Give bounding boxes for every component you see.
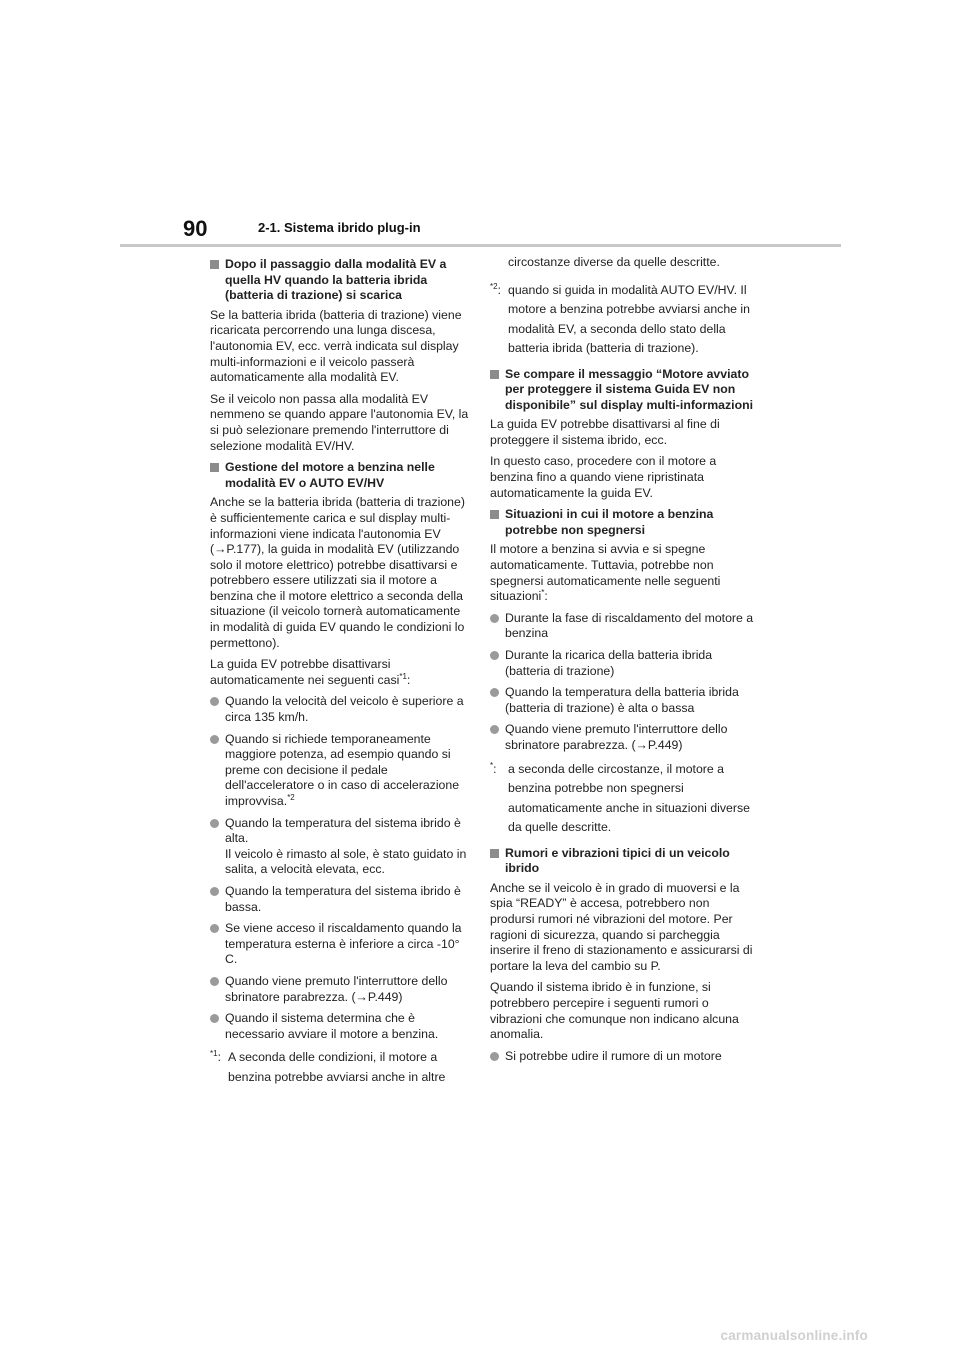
footnote-ref: *2 xyxy=(287,792,295,802)
list-item-text: Quando si richiede temporaneamente maggiore potenza, ad esempio quando si preme con decisione il pedale dell'acceleratore o in caso di accelerazione improvvisa. xyxy=(225,731,460,808)
paragraph-text: La guida EV potrebbe disattivarsi automaticamente nei seguenti casi xyxy=(210,657,400,687)
footnote-continued xyxy=(490,253,755,273)
footnote-ref: *1 xyxy=(399,671,407,681)
paragraph-punct: : xyxy=(544,589,548,604)
list-item: Quando viene premuto l'interruttore dello sbrinatore parabrezza. (→P.449) xyxy=(210,974,472,1005)
footnote: $^{*2}$: quando si guida in modalità AUTO EV/HV. Il motore a benzina potrebbe avviarsi anche in modalità EV, a seconda dello stato della batteria ibrida (batteria di trazione). xyxy=(490,281,755,359)
chapter-title: 2-1. Sistema ibrido plug-in xyxy=(258,220,421,235)
footnote-text: circostanze diverse da quelle descritte. xyxy=(508,255,720,269)
paragraph: In questo caso, procedere con il motore a benzina fino a quando viene ripristinata automaticamente la guida EV. xyxy=(490,454,717,500)
footnote-mark: *2 xyxy=(490,281,498,291)
footnote: *: a seconda delle circostanze, il motore a benzina potrebbe non spegnersi automaticamente anche in situazioni diverse da quelle descritte. xyxy=(490,760,755,838)
list-item: Quando la temperatura del sistema ibrido è bassa. xyxy=(210,884,472,915)
section-heading: Rumori e vibrazioni tipici di un veicolo ibrido xyxy=(490,846,755,877)
section-heading: Gestione del motore a benzina nelle modalità EV o AUTO EV/HV xyxy=(210,460,472,491)
list-item-text: Quando la temperatura del sistema ibrido è alta. xyxy=(225,815,461,846)
header-divider xyxy=(120,244,841,247)
footnote-text: A seconda delle condizioni, il motore a benzina potrebbe avviarsi anche in altre xyxy=(228,1050,446,1084)
paragraph: Quando il sistema ibrido è in funzione, si potrebbero percepire i seguenti rumori o vibrazioni che comunque non indicano alcuna anomalia. xyxy=(490,980,739,1042)
list-item: Quando la temperatura della batteria ibrida (batteria di trazione) è alta o bassa xyxy=(490,685,755,716)
list-item-text: Il veicolo è rimasto al sole, è stato guidato in salita, a velocità elevata, ecc. xyxy=(225,846,467,877)
list-item: Si potrebbe udire il rumore di un motore xyxy=(490,1049,755,1065)
list-item: Quando la velocità del veicolo è superiore a circa 135 km/h. xyxy=(210,694,472,725)
list-item: Se viene acceso il riscaldamento quando la temperatura esterna è inferiore a circa -10° C. xyxy=(210,921,472,968)
list-item xyxy=(210,816,472,878)
section-heading: Situazioni in cui il motore a benzina potrebbe non spegnersi xyxy=(490,507,755,538)
paragraph: Se il veicolo non passa alla modalità EV nemmeno se quando appare l'autonomia EV, la si può selezionare premendo l'interruttore di selezione modalità EV/HV. xyxy=(210,391,469,453)
section-heading: Se compare il messaggio “Motore avviato per proteggere il sistema Guida EV non disponibile” sul display multi-informazioni xyxy=(490,367,755,414)
list-item: Durante la fase di riscaldamento del motore a benzina xyxy=(490,611,755,642)
list-item: Quando viene premuto l'interruttore dello sbrinatore parabrezza. (→P.449) xyxy=(490,722,755,753)
footnote: $^{*1}$: A seconda delle condizioni, il motore a benzina potrebbe avviarsi anche in altre xyxy=(210,1048,472,1087)
footnote-ref: * xyxy=(541,588,545,598)
footnote-mark: *1 xyxy=(210,1049,218,1059)
paragraph: Anche se la batteria ibrida (batteria di trazione) è sufficientemente carica e sul display multi-informazioni viene indicata l'autonomia EV (→P.177), la guida in modalità EV (utilizzando solo il motore elettrico) potrebbe disattivarsi e potrebbero essere utilizzati sia il motore a benzina che il motore elettrico a seconda della situazione (il veicolo tornerà automaticamente in modalità di guida EV quando le condizioni lo permettono). xyxy=(210,495,465,650)
footnote-text: quando si guida in modalità AUTO EV/HV. Il motore a benzina potrebbe avviarsi anche in modalità EV, a seconda dello stato della batteria ibrida (batteria di trazione). xyxy=(508,282,750,355)
paragraph: Anche se il veicolo è in grado di muoversi e la spia “READY” è accesa, potrebbero non prodursi rumori né vibrazioni del motore. Per ragioni di sicurezza, quando si parcheggia inserire il freno di stazionamento e assicurarsi di portare la leva del cambio su P. xyxy=(490,880,753,973)
list-item xyxy=(210,732,472,810)
paragraph: La guida EV potrebbe disattivarsi al fine di proteggere il sistema ibrido, ecc. xyxy=(490,417,720,447)
paragraph xyxy=(210,657,472,688)
section-heading: Dopo il passaggio dalla modalità EV a quella HV quando la batteria ibrida (batteria di trazione) si scarica xyxy=(210,257,472,304)
list-item: Durante la ricarica della batteria ibrida (batteria di trazione) xyxy=(490,648,755,679)
footnote-text: a seconda delle circostanze, il motore a benzina potrebbe non spegnersi automaticamente anche in situazioni diverse da quelle descritte. xyxy=(508,761,750,835)
paragraph xyxy=(490,542,755,604)
left-column xyxy=(210,253,472,1095)
page-number: 90 xyxy=(183,216,208,241)
watermark: carmanualsonline.info xyxy=(720,1328,868,1343)
footnote-mark: * xyxy=(490,760,494,770)
right-column xyxy=(490,253,755,1070)
paragraph-punct: : xyxy=(406,672,411,687)
list-item: Quando il sistema determina che è necessario avviare il motore a benzina. xyxy=(210,1011,472,1042)
paragraph: Se la batteria ibrida (batteria di trazione) viene ricaricata percorrendo una lunga discesa, l'autonomia EV, ecc. verrà indicata sul display multi-informazioni e il veicolo passerà automaticamente alla modalità EV. xyxy=(210,307,462,385)
paragraph-text: Il motore a benzina si avvia e si spegne automaticamente. Tuttavia, potrebbe non spegnersi automaticamente nelle seguenti situazioni xyxy=(490,542,721,604)
